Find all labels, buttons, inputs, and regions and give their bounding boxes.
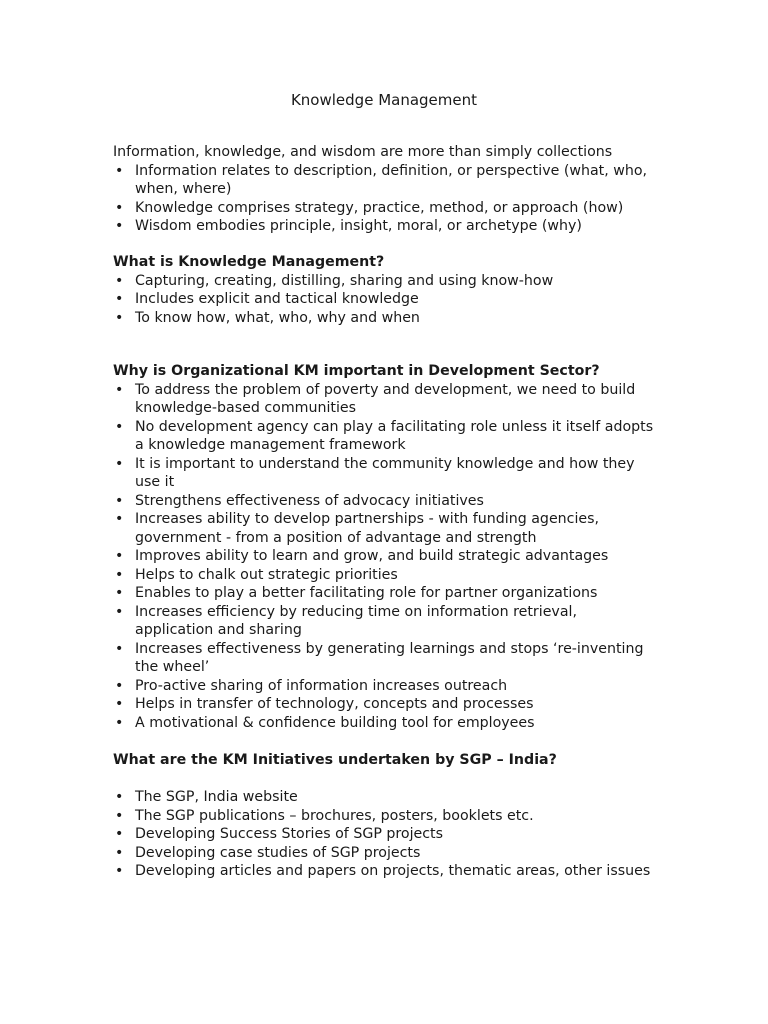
list-item: • Increases efficiency by reducing time on information retrieval, application and sharing [115,603,577,638]
bullet-icon: • [115,455,124,472]
document-title: Knowledge Management [290,91,478,109]
list-item: • Improves ability to learn and grow, and build strategic advantages [115,548,609,564]
why-km-list [113,381,658,733]
list-item: • Developing articles and papers on projects, thematic areas, other issues [115,863,651,879]
bullet-icon: • [115,162,124,179]
bullet-icon: • [115,863,124,879]
list-item: • Enables to play a better facilitating role for partner organizations [115,585,598,601]
bullet-icon: • [115,826,124,842]
bullet-icon: • [115,272,124,289]
intro-text: Information, knowledge, and wisdom are more than simply collections [113,144,613,160]
intro-list [113,162,658,236]
list-item: • Includes explicit and tactical knowledge [115,291,419,307]
list-item: • The SGP publications – brochures, posters, booklets etc. [115,807,534,824]
section-heading: What is Knowledge Management? [113,254,385,270]
bullet-icon: • [115,844,124,861]
list-item: • The SGP, India website [115,789,298,805]
km-initiatives-list [113,788,658,881]
list-item: • Pro-active sharing of information increases outreach [115,677,508,694]
bullet-icon: • [115,218,124,234]
bullet-icon: • [115,199,124,216]
what-is-km-list [113,272,658,328]
list-item: • Information relates to description, definition, or perspective (what, who, when, where) [115,162,648,197]
list-item: • Helps to chalk out strategic priorities [115,566,398,583]
list-item: • Strengthens effectiveness of advocacy initiatives [115,492,484,509]
bullet-icon: • [115,807,124,824]
list-item: • Helps in transfer of technology, concepts and processes [115,696,534,712]
bullet-icon: • [115,640,124,657]
bullet-icon: • [115,511,124,527]
bullet-icon: • [115,585,124,601]
bullet-icon: • [115,603,124,620]
bullet-icon: • [115,714,124,731]
section-heading: Why is Organizational KM important in Development Sector? [113,363,600,379]
list-item: • To address the problem of poverty and development, we need to build knowledge-based communities [115,381,636,416]
bullet-icon: • [115,696,124,712]
bullet-icon: • [115,677,124,694]
what-is-km-section [113,253,658,327]
list-item: • Knowledge comprises strategy, practice, method, or approach (how) [115,199,624,216]
bullet-icon: • [115,548,124,564]
bullet-icon: • [115,381,124,398]
list-item: • It is important to understand the community knowledge and how they use it [115,455,635,490]
section-heading: What are the KM Initiatives undertaken by SGP – India? [113,752,557,768]
list-item: • Increases effectiveness by generating learnings and stops ‘re-inventing the wheel’ [115,640,644,675]
bullet-icon: • [115,492,124,509]
intro-section [113,143,658,236]
bullet-icon: • [115,418,124,435]
list-item: • Developing case studies of SGP projects [115,844,421,861]
bullet-icon: • [115,291,124,307]
km-initiatives-section [113,751,658,881]
bullet-icon: • [115,789,124,805]
list-item: • Increases ability to develop partnerships - with funding agencies, government - from a position of advantage and strength [115,511,600,546]
list-item: • Wisdom embodies principle, insight, moral, or archetype (why) [115,218,582,234]
list-item: • No development agency can play a facilitating role unless it itself adopts a knowledge management framework [115,418,654,453]
bullet-icon: • [115,566,124,583]
list-item: • To know how, what, who, why and when [115,309,420,326]
why-km-section [113,362,658,732]
list-item: • Developing Success Stories of SGP projects [115,826,444,842]
list-item: • Capturing, creating, distilling, sharing and using know-how [115,272,554,289]
list-item: • A motivational & confidence building tool for employees [115,714,535,731]
bullet-icon: • [115,309,124,326]
